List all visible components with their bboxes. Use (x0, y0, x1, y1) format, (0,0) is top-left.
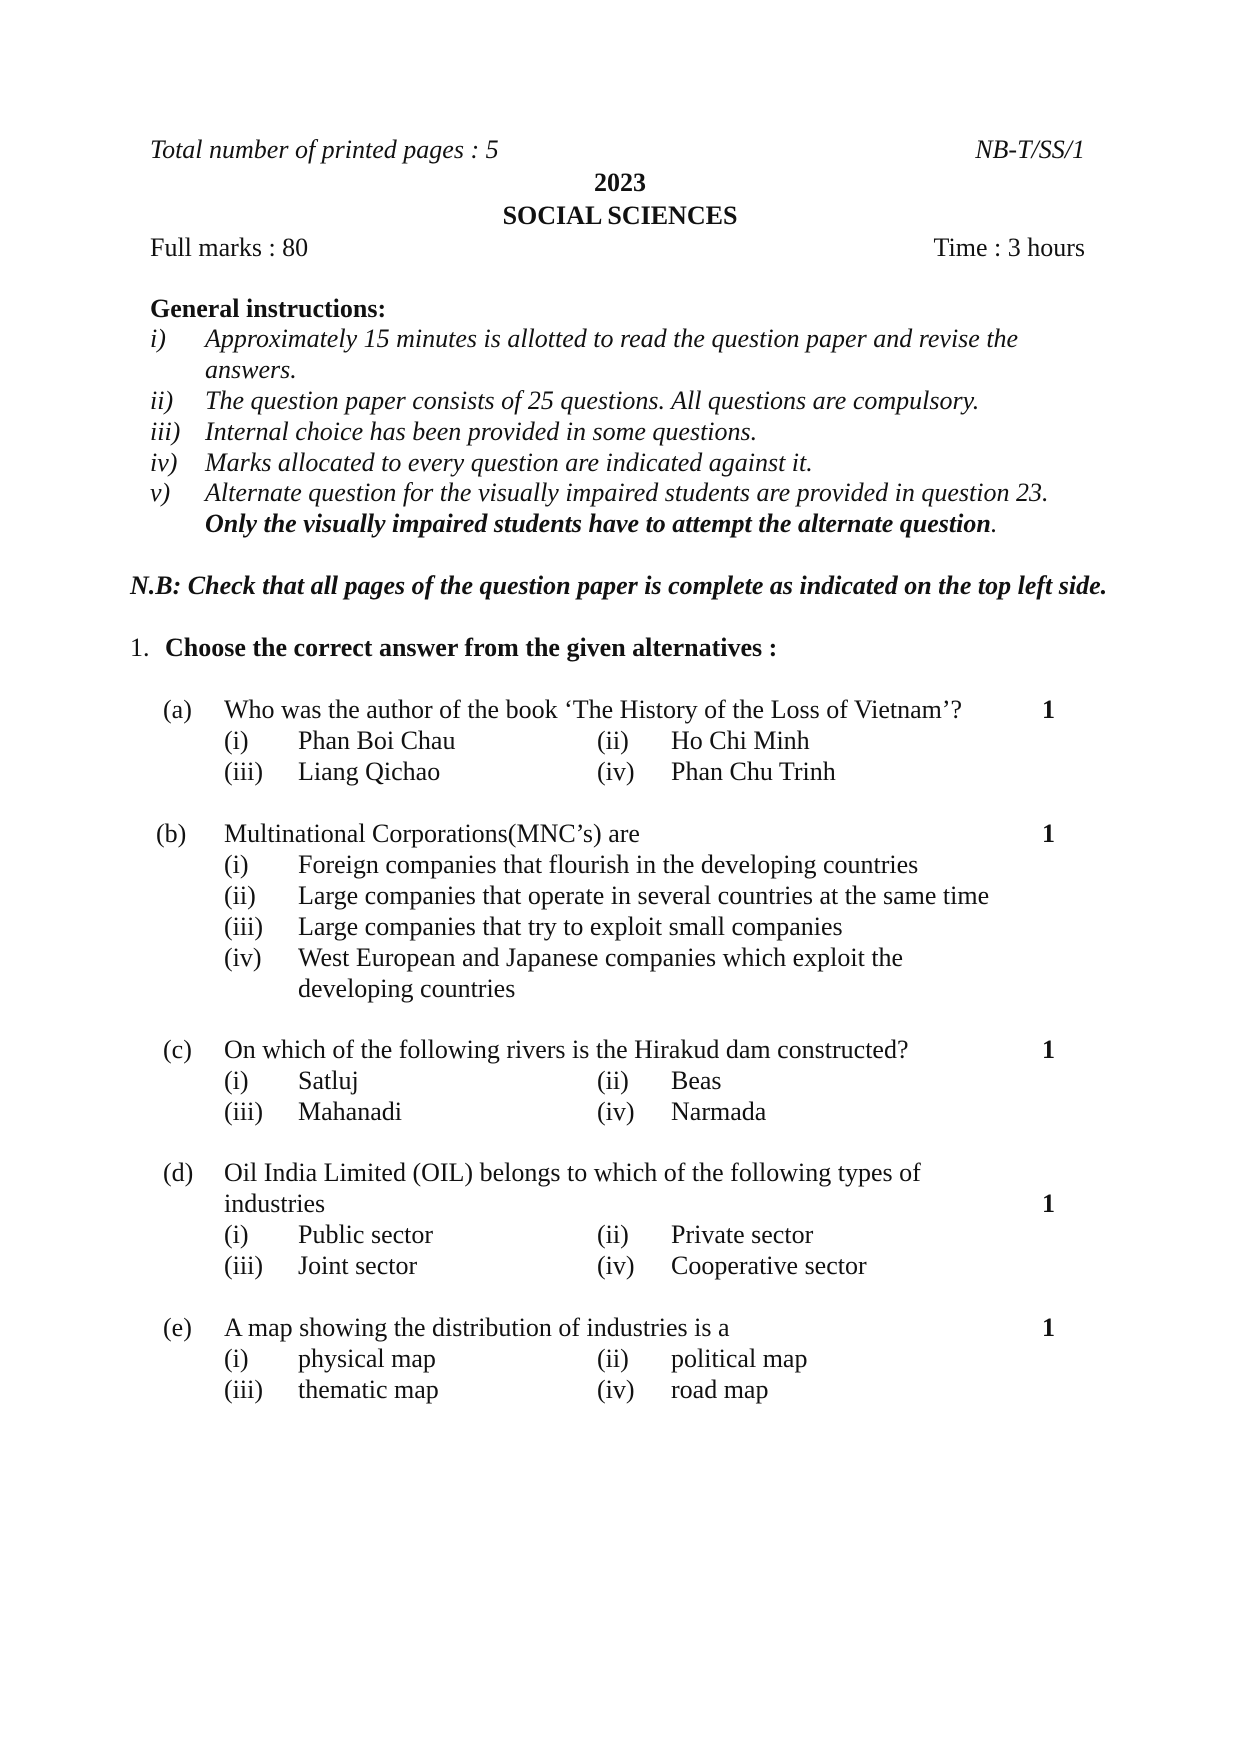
option-label: (i) (224, 1066, 249, 1095)
printed-pages-note: Total number of printed pages : 5 (150, 135, 499, 164)
part-marks: 1 (1042, 1189, 1055, 1218)
nb-note: N.B: Check that all pages of the question paper is complete as indicated on the top left side. (130, 571, 1108, 600)
option-text: Phan Chu Trinh (671, 757, 836, 786)
option-text: Public sector (298, 1220, 434, 1249)
part-label: (a) (163, 695, 192, 724)
option-text: Mahanadi (298, 1097, 402, 1126)
instructions-title: General instructions: (150, 294, 387, 323)
option-text: political map (671, 1344, 808, 1373)
instruction-number: v) (150, 478, 171, 507)
option-text: Phan Boi Chau (298, 726, 456, 755)
instruction-text: Marks allocated to every question are indicated against it. (205, 448, 813, 477)
bold-instruction: Only the visually impaired students have to attempt the alternate question (205, 509, 991, 538)
option-text: Large companies that operate in several countries at the same time (298, 881, 990, 910)
part-label: (d) (163, 1158, 194, 1187)
part-marks: 1 (1042, 819, 1055, 848)
option-label: (i) (224, 1344, 249, 1373)
option-label: (i) (224, 850, 249, 879)
option-label: (ii) (597, 1220, 629, 1249)
option-text: road map (671, 1375, 769, 1404)
option-label: (ii) (597, 726, 629, 755)
full-marks: Full marks : 80 (150, 233, 309, 262)
instruction-text: Internal choice has been provided in some questions. (205, 417, 758, 446)
option-text: Narmada (671, 1097, 767, 1126)
part-question-continued: industries (224, 1189, 326, 1218)
time-allowed: Time : 3 hours (933, 233, 1085, 262)
subject-title: SOCIAL SCIENCES (502, 201, 738, 230)
option-label: (iv) (224, 943, 262, 972)
question-title: Choose the correct answer from the given alternatives : (165, 633, 778, 662)
option-text: thematic map (298, 1375, 439, 1404)
option-text: Large companies that try to exploit small companies (298, 912, 843, 941)
option-label: (iv) (597, 757, 635, 786)
option-label: (ii) (597, 1066, 629, 1095)
part-question: Who was the author of the book ‘The History of the Loss of Vietnam’? (224, 695, 963, 724)
instruction-text: answers. (205, 355, 297, 384)
paper-code: NB-T/SS/1 (975, 135, 1085, 164)
instruction-text: The question paper consists of 25 questions. All questions are compulsory. (205, 386, 980, 415)
question-number: 1. (130, 633, 150, 662)
bold-instruction-tail: . (990, 509, 998, 538)
part-label: (e) (163, 1313, 192, 1342)
part-marks: 1 (1042, 1313, 1055, 1342)
option-text: Foreign companies that flourish in the developing countries (298, 850, 919, 879)
option-text: Joint sector (298, 1251, 418, 1280)
option-label: (ii) (224, 881, 256, 910)
option-label: (iv) (597, 1097, 635, 1126)
option-text: West European and Japanese companies which exploit the (298, 943, 904, 972)
option-label: (ii) (597, 1344, 629, 1373)
instruction-number: i) (150, 324, 166, 353)
part-question: Multinational Corporations(MNC’s) are (224, 819, 640, 848)
option-text: Ho Chi Minh (671, 726, 810, 755)
instruction-text-emphasis (205, 508, 997, 539)
option-text-continued: developing countries (298, 974, 516, 1003)
option-label: (iii) (224, 757, 263, 786)
instruction-number: ii) (150, 386, 174, 415)
part-question: Oil India Limited (OIL) belongs to which of the following types of (224, 1158, 921, 1187)
instruction-number: iv) (150, 448, 178, 477)
option-label: (iii) (224, 912, 263, 941)
option-label: (iv) (597, 1375, 635, 1404)
option-label: (i) (224, 726, 249, 755)
instruction-text: Alternate question for the visually impaired students are provided in question 23. (205, 478, 1049, 507)
exam-year: 2023 (594, 168, 646, 197)
option-text: physical map (298, 1344, 436, 1373)
part-marks: 1 (1042, 1035, 1055, 1064)
part-label: (b) (156, 819, 187, 848)
instruction-text: Approximately 15 minutes is allotted to read the question paper and revise the (205, 324, 1019, 353)
part-question: On which of the following rivers is the Hirakud dam constructed? (224, 1035, 909, 1064)
option-text: Private sector (671, 1220, 814, 1249)
option-text: Cooperative sector (671, 1251, 867, 1280)
option-label: (iii) (224, 1097, 263, 1126)
option-text: Liang Qichao (298, 757, 441, 786)
option-text: Satluj (298, 1066, 359, 1095)
option-label: (iii) (224, 1375, 263, 1404)
part-marks: 1 (1042, 695, 1055, 724)
option-label: (iv) (597, 1251, 635, 1280)
instruction-number: iii) (150, 417, 181, 446)
part-label: (c) (163, 1035, 192, 1064)
option-text: Beas (671, 1066, 722, 1095)
option-label: (i) (224, 1220, 249, 1249)
option-label: (iii) (224, 1251, 263, 1280)
part-question: A map showing the distribution of industries is a (224, 1313, 730, 1342)
